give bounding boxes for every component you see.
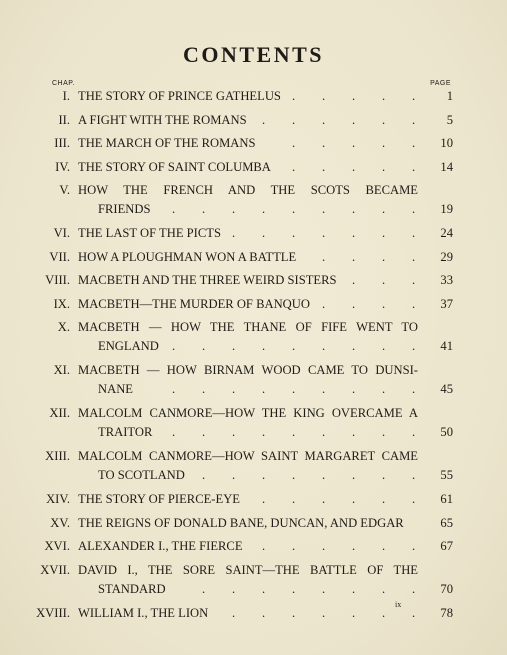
page-title: CONTENTS (182, 42, 325, 67)
chapter-title: THE REIGNS OF DONALD BANE, DUNCAN, AND EDGAR (78, 515, 404, 530)
chapter-title: THE STORY OF PIERCE-EYE (78, 492, 240, 506)
page-number: 37 (440, 296, 453, 311)
toc-row: III. THE MARCH OF THE ROMANS 10 . . . . . (0, 133, 507, 153)
page-number: 78 (440, 605, 453, 620)
chapter-title: TRAITOR (98, 425, 153, 439)
chapter-number: XVII. (40, 562, 70, 577)
page-number: 19 (440, 202, 453, 216)
toc-row: XIV. THE STORY OF PIERCE-EYE 61 . . . . . . (0, 489, 507, 509)
toc-row: VII. HOW A PLOUGHMAN WON A BATTLE 29 . . . . (0, 247, 507, 267)
toc-row (0, 446, 507, 466)
chapter-title: THE LAST OF THE PICTS (78, 226, 221, 240)
chapter-title: HOW A PLOUGHMAN WON A BATTLE (78, 249, 297, 264)
toc-row: IV. THE STORY OF SAINT COLUMBA 14 . . . . . (0, 157, 507, 177)
page-number: 61 (440, 492, 453, 506)
chapter-number: V. (59, 183, 70, 197)
chapter-number: XIII. (45, 449, 70, 463)
toc-row (0, 560, 507, 580)
page-column-header: PAGE (430, 80, 451, 87)
toc-row (0, 403, 507, 423)
page-number: 55 (440, 468, 453, 482)
toc-row (0, 317, 507, 337)
page-number: 70 (440, 581, 453, 596)
chapter-number: II. (58, 112, 70, 127)
chapter-number: VI. (53, 226, 70, 240)
page-number: 33 (440, 273, 453, 287)
page-number: 65 (440, 515, 453, 530)
page-number: 10 (440, 136, 453, 150)
page-number: 24 (440, 226, 453, 240)
chapter-title: MACBETH—THE MURDER OF BANQUO (78, 296, 310, 311)
chapter-title: ENGLAND (98, 339, 159, 353)
toc-row: TRAITOR 50 . . . . . . . . . (0, 422, 507, 442)
chapter-title: MACBETH AND THE THREE WEIRD SISTERS (78, 273, 337, 287)
chapter-number: XV. (50, 515, 70, 530)
toc-row (0, 180, 507, 200)
chapter-title: TO SCOTLAND (98, 468, 185, 482)
chapter-number: XVI. (44, 539, 70, 553)
page-number: 14 (440, 159, 453, 174)
toc-row: XVIII. WILLIAM I., THE LION 78 . . . . . . . (0, 603, 507, 623)
chapter-title: A FIGHT WITH THE ROMANS (78, 112, 247, 127)
chapter-title: MACBETH — HOW BIRNAM WOOD CAME TO DUNSI- (78, 363, 418, 377)
chapter-title: MALCOLM CANMORE—HOW THE KING OVERCAME A (78, 406, 418, 420)
chapter-column-header: CHAP. (52, 80, 75, 87)
page-number: 41 (440, 339, 453, 353)
toc-row: I. THE STORY OF PRINCE GATHELUS 1 . . . . . (0, 86, 507, 106)
page-number: 5 (446, 112, 453, 127)
chapter-number: XI. (53, 363, 70, 377)
chapter-title: HOW THE FRENCH AND THE SCOTS BECAME (78, 183, 418, 197)
chapter-title: NANE (98, 382, 133, 396)
chapter-title: STANDARD (98, 581, 166, 596)
page-number: 67 (440, 539, 453, 553)
page-folio: ix (395, 600, 402, 609)
chapter-title: THE STORY OF PRINCE GATHELUS (78, 89, 281, 103)
toc-row: TO SCOTLAND 55 . . . . . . . . (0, 465, 507, 485)
chapter-title: WILLIAM I., THE LION (78, 605, 209, 620)
chapter-title: FRIENDS (98, 202, 151, 216)
chapter-title: ALEXANDER I., THE FIERCE (78, 539, 243, 553)
chapter-title: DAVID I., THE SORE SAINT—THE BATTLE OF THE (78, 562, 418, 577)
toc-row: II. A FIGHT WITH THE ROMANS 5 . . . . . . (0, 110, 507, 130)
toc-row: NANE 45 . . . . . . . . . (0, 379, 507, 399)
chapter-number: VIII. (45, 273, 70, 287)
page-number: 50 (440, 425, 453, 439)
toc-row: ENGLAND 41 . . . . . . . . . (0, 336, 507, 356)
chapter-number: III. (54, 136, 70, 150)
chapter-number: IV. (55, 159, 70, 174)
chapter-number: I. (62, 89, 70, 103)
chapter-number: X. (57, 320, 70, 334)
chapter-number: XII. (49, 406, 70, 420)
page-number: 29 (440, 249, 453, 264)
toc-row: VI. THE LAST OF THE PICTS 24 . . . . . . . (0, 223, 507, 243)
chapter-title: THE STORY OF SAINT COLUMBA (78, 159, 271, 174)
toc-row (0, 513, 507, 533)
page-number: 1 (446, 89, 453, 103)
chapter-title: MACBETH — HOW THE THANE OF FIFE WENT TO (78, 320, 418, 334)
toc-row: STANDARD 70 . . . . . . . . (0, 579, 507, 599)
toc-row (0, 360, 507, 380)
page-number: 45 (440, 382, 453, 396)
toc-row: XVI. ALEXANDER I., THE FIERCE 67 . . . . . . (0, 536, 507, 556)
chapter-title: MALCOLM CANMORE—HOW SAINT MARGARET CAME (78, 449, 418, 463)
toc-row: VIII. MACBETH AND THE THREE WEIRD SISTERS 33 . . . (0, 270, 507, 290)
chapter-title: THE MARCH OF THE ROMANS (78, 136, 256, 150)
toc-row: FRIENDS 19 . . . . . . . . . (0, 199, 507, 219)
toc-row: IX. MACBETH—THE MURDER OF BANQUO 37 . . . . (0, 294, 507, 314)
chapter-number: XVIII. (36, 605, 70, 620)
chapter-number: VII. (49, 249, 70, 264)
chapter-number: IX. (53, 296, 70, 311)
chapter-number: XIV. (46, 492, 70, 506)
